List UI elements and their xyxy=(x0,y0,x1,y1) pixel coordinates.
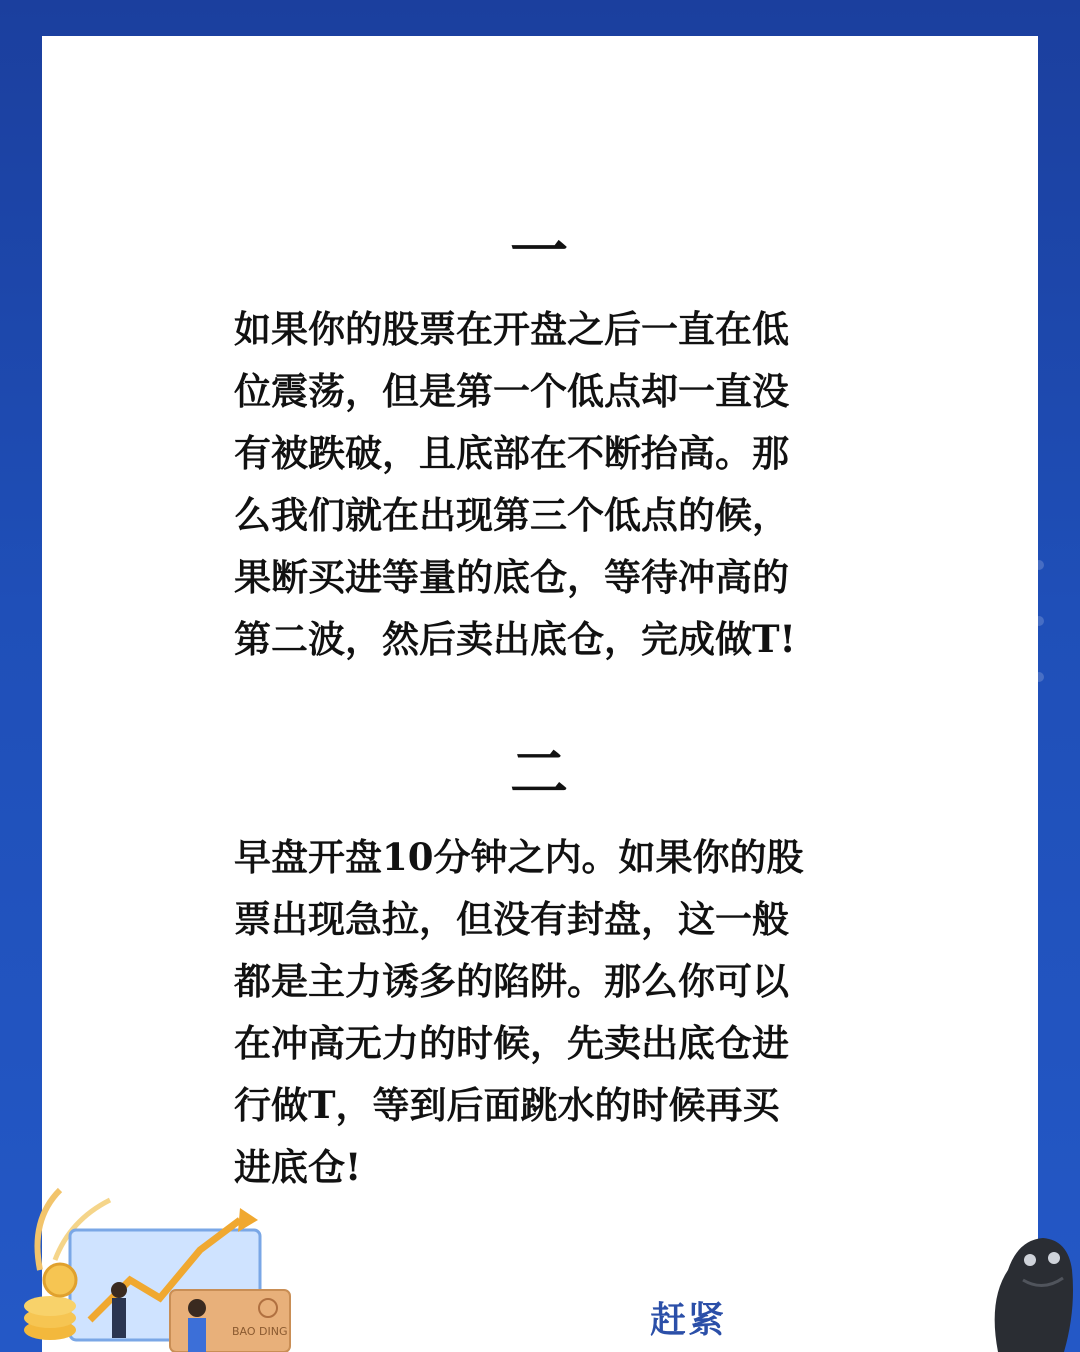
card-label: BAO DING xyxy=(232,1325,288,1338)
paragraph-line: 进底仓! xyxy=(234,1145,362,1189)
paragraph-line: 都是主力诱多的陷阱。那么你可以 xyxy=(234,959,789,1003)
content-card xyxy=(42,36,1038,1352)
paragraph-line: 行做T，等到后面跳水的时候再买 xyxy=(234,1083,780,1127)
footer-caption: 赶紧 xyxy=(650,1299,727,1341)
section-1-heading: 一 xyxy=(509,217,570,285)
paragraph-line: 早盘开盘10分钟之内。如果你的股 xyxy=(234,835,804,879)
paragraph-line: 么我们就在出现第三个低点的候， xyxy=(234,493,789,537)
paragraph-line: 位震荡，但是第一个低点却一直没 xyxy=(234,369,789,413)
paragraph-line: 果断买进等量的底仓，等待冲高的 xyxy=(234,555,789,599)
paragraph-line: 第二波，然后卖出底仓，完成做T! xyxy=(234,617,796,661)
frog-statue-icon xyxy=(968,1220,1080,1352)
section-2-heading: 二 xyxy=(509,739,570,807)
paragraph-line: 如果你的股票在开盘之后一直在低 xyxy=(234,307,789,351)
section-2-paragraph xyxy=(234,826,874,1198)
paragraph-line: 有被跌破，且底部在不断抬高。那 xyxy=(234,431,789,475)
paragraph-line: 在冲高无力的时候，先卖出底仓进 xyxy=(234,1021,789,1065)
section-1-paragraph xyxy=(234,298,874,670)
finance-illustration xyxy=(0,1180,300,1352)
paragraph-line: 票出现急拉，但没有封盘，这一般 xyxy=(234,897,789,941)
